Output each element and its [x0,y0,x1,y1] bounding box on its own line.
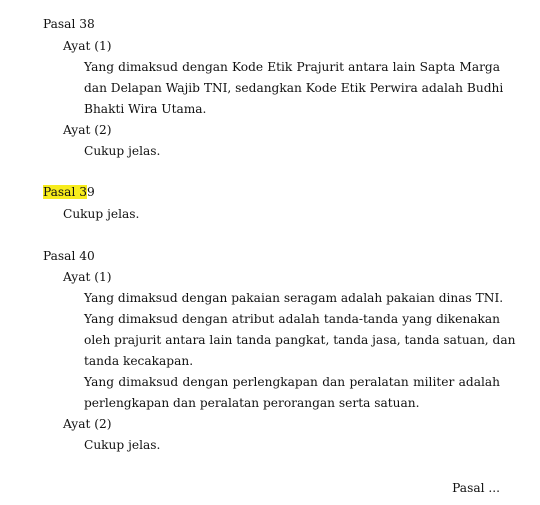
paragraph-line: tanda kecakapan. [84,354,194,368]
paragraph-line: Yang dimaksud dengan perlengkapan dan peralatan militer adalah [84,375,500,389]
ayat-label: Ayat (2) [63,417,112,431]
ayat-label: Ayat (2) [63,123,112,137]
paragraph-line: oleh prajurit antara lain tanda pangkat, tanda jasa, tanda satuan, dan [84,333,516,347]
paragraph-line: Cukup jelas. [63,207,140,221]
paragraph-line: dan Delapan Wajib TNI, sedangkan Kode Etik Perwira adalah Budhi [84,81,504,95]
page-footer-next-pasal: Pasal ... [452,481,500,495]
ayat-label: Ayat (1) [63,39,112,53]
paragraph-line: Yang dimaksud dengan Kode Etik Prajurit antara lain Sapta Marga [84,60,500,74]
ayat-label: Ayat (1) [63,270,112,284]
paragraph-line: Yang dimaksud dengan atribut adalah tanda-tanda yang dikenakan [84,312,500,326]
heading-rest: 9 [86,185,95,199]
highlighted-text: Pasal 3 [43,185,87,199]
paragraph-line: Cukup jelas. [84,144,161,158]
paragraph-line: Yang dimaksud dengan pakaian seragam adalah pakaian dinas TNI. [84,291,504,305]
section-heading-pasal-38: Pasal 38 [43,17,95,31]
paragraph-line: Cukup jelas. [84,438,161,452]
section-heading-pasal-39 [43,184,95,200]
paragraph-line: Bhakti Wira Utama. [84,102,207,116]
paragraph-line: perlengkapan dan peralatan perorangan serta satuan. [84,396,420,410]
section-heading-pasal-40: Pasal 40 [43,249,95,263]
